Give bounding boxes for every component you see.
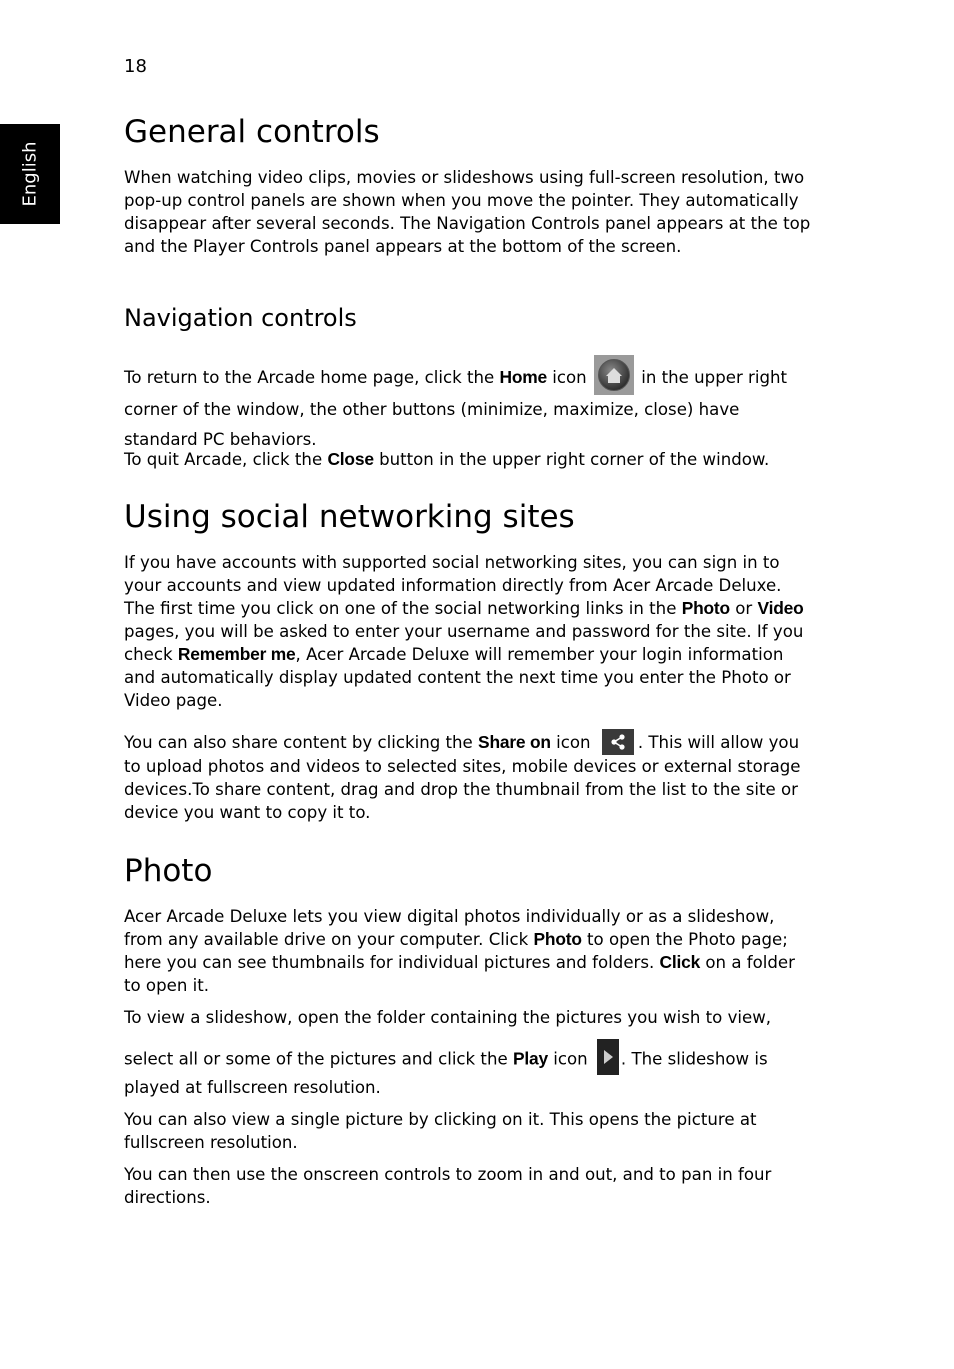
share-icon: [602, 729, 634, 755]
general-controls-text: When watching video clips, movies or slideshows using full-screen resolution, two pop-up control panels are shown when you move the pointer. They automatically disappear after several seconds. The Navigation Controls panel appears at the top and the Player Controls panel appears at the bottom of the screen.: [124, 168, 811, 256]
navigation-close-text: [124, 448, 814, 471]
heading-general-controls: General controls: [124, 114, 380, 150]
home-term: Home: [499, 367, 548, 387]
text-segment: to open the Photo page; here you can see thumbnails for individual pictures and folders.: [124, 930, 788, 972]
heading-photo: Photo: [124, 853, 213, 889]
text-segment: . This will allow you to upload photos and videos to selected sites, mobile devices or external storage devices.To share content, drag and drop the thumbnail from the list to the site or device you want to copy it to.: [124, 733, 801, 822]
page-number: 18: [124, 56, 147, 77]
text-segment: You can also share content by clicking the: [124, 733, 479, 752]
photo-term: Photo: [681, 598, 730, 618]
text-segment: in the upper right corner of the window, the other buttons (minimize, maximize, close) have standard PC behaviors.: [124, 368, 788, 449]
side-tab-label: English: [19, 141, 41, 207]
text-segment: Acer Arcade Deluxe lets you view digital photos individually or as a slideshow, from any available drive on your computer. Click: [124, 907, 775, 949]
text-segment: icon: [547, 368, 592, 387]
text-segment: , Acer Arcade Deluxe will remember your login information and automatically display updated content the next time you enter the Photo or Video page.: [124, 645, 791, 710]
heading-navigation-controls: Navigation controls: [124, 304, 357, 332]
text-segment: on a folder to open it.: [124, 953, 795, 995]
photo-slideshow-line2: [124, 1045, 814, 1075]
social-share-text: [124, 731, 814, 824]
navigation-home-text: [124, 362, 814, 455]
photo-controls-text: You can then use the onscreen controls to zoom in and out, and to pan in four directions.: [124, 1165, 772, 1207]
share-on-term: Share on: [478, 732, 551, 752]
photo-intro-text: [124, 905, 814, 997]
photo-term: Photo: [533, 929, 582, 949]
home-icon: [594, 355, 634, 395]
photo-slideshow-line3: played at fullscreen resolution.: [124, 1078, 381, 1097]
heading-social-networking: Using social networking sites: [124, 499, 575, 535]
text-segment: select all or some of the pictures and click the: [124, 1049, 513, 1069]
photo-single-text: You can also view a single picture by clicking on it. This opens the picture at fullscreen resolution.: [124, 1110, 757, 1152]
text-segment: icon: [547, 1049, 593, 1069]
social-intro-text: [124, 551, 814, 712]
photo-slideshow-line1: To view a slideshow, open the folder containing the pictures you wish to view,: [124, 1008, 772, 1027]
text-segment: To return to the Arcade home page, click the: [124, 368, 500, 387]
text-segment: or: [729, 599, 758, 618]
play-glyph: [597, 1039, 619, 1075]
video-term: Video: [757, 598, 804, 618]
text-segment: . The slideshow is: [620, 1049, 768, 1069]
text-segment: pages, you will be asked to enter your username and password for the site. If you check: [124, 622, 804, 664]
text-segment: button in the upper right corner of the window.: [373, 450, 770, 469]
play-icon: [597, 1039, 619, 1075]
play-term: Play: [512, 1048, 548, 1069]
share-glyph: [602, 729, 634, 755]
text-segment: If you have accounts with supported social networking sites, you can sign in to your accounts and view updated information directly from Acer Arcade Deluxe. The first time you click on one of the social networking links in the: [124, 553, 782, 618]
click-term: Click: [659, 952, 701, 972]
house-glyph: [594, 355, 634, 395]
close-term: Close: [327, 449, 374, 469]
text-segment: icon: [550, 733, 596, 752]
language-side-tab: [0, 124, 60, 224]
text-segment: To quit Arcade, click the: [124, 450, 328, 469]
remember-me-term: Remember me: [177, 644, 296, 664]
